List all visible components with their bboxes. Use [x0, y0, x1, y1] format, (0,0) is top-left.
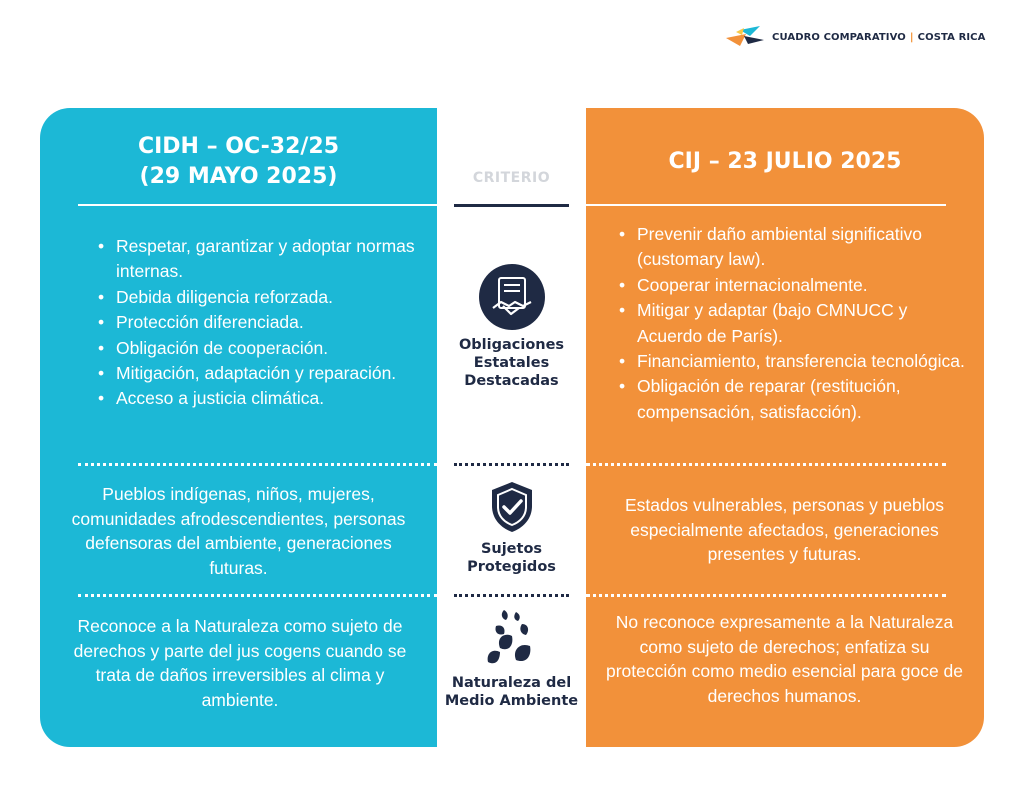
list-item: • Debida diligencia reforzada. — [96, 285, 426, 310]
leaves-icon — [482, 608, 542, 668]
list-item: • Cooperar internacionalmente. — [617, 273, 967, 298]
list-item: • Prevenir daño ambiental significativo (customary law). — [617, 222, 967, 273]
shield-check-icon — [488, 480, 536, 534]
brand-separator: | — [909, 31, 914, 43]
criterion-subjects — [437, 480, 586, 576]
criterio-header: CRITERIO — [472, 170, 551, 186]
cij-subjects-text: Estados vulnerables, personas y pueblos especialmente afectados, generaciones presentes y futuras. — [624, 495, 945, 564]
brand-text — [772, 32, 985, 43]
cij-obligations-list — [617, 222, 967, 425]
cidh-title-line1: CIDH – OC-32/25 — [137, 134, 340, 159]
list-item: • Financiamiento, transferencia tecnológica. — [617, 349, 967, 374]
brand-name: CUADRO COMPARATIVO — [772, 31, 906, 43]
cij-nature-text: No reconoce expresamente a la Naturaleza como sujeto de derechos; enfatiza su protección como medio esencial para goce de derechos humanos. — [606, 612, 964, 706]
list-item: • Respetar, garantizar y adoptar normas internas. — [96, 234, 426, 285]
list-item: • Mitigación, adaptación y reparación. — [96, 361, 426, 386]
brand-logo — [726, 26, 985, 48]
handshake-document-icon — [479, 264, 545, 330]
list-item: • Obligación de cooperación. — [96, 336, 426, 361]
cidh-obligations-list — [96, 234, 426, 412]
cidh-header-divider — [78, 204, 437, 206]
row-divider — [78, 463, 437, 466]
bird-logo-icon — [726, 26, 764, 48]
cidh-title — [40, 132, 437, 192]
row-divider — [454, 463, 569, 466]
list-item: • Protección diferenciada. — [96, 310, 426, 335]
row-divider — [78, 594, 437, 597]
criterion-obligations — [437, 264, 586, 390]
criterion-nature — [437, 608, 586, 710]
cij-header-divider — [586, 204, 946, 206]
row-divider — [586, 463, 946, 466]
criterion-label: Naturaleza del Medio Ambiente — [444, 675, 579, 709]
cidh-title-line2: (29 MAYO 2025) — [139, 164, 338, 189]
row-divider — [586, 594, 946, 597]
list-item: • Acceso a justicia climática. — [96, 386, 426, 411]
brand-country: COSTA RICA — [917, 31, 986, 43]
cidh-subjects-text: Pueblos indígenas, niños, mujeres, comunidades afrodescendientes, personas defensoras del ambiente, generaciones futuras. — [71, 484, 406, 578]
row-divider — [454, 594, 569, 597]
list-item: • Mitigar y adaptar (bajo CMNUCC y Acuerdo de París). — [617, 298, 967, 349]
criterion-label: Obligaciones Estatales Destacadas — [458, 337, 565, 389]
criterion-label: Sujetos Protegidos — [467, 541, 556, 575]
list-item: • Obligación de reparar (restitución, compensación, satisfacción). — [617, 374, 967, 425]
cidh-nature-text: Reconoce a la Naturaleza como sujeto de derechos y parte del jus cogens cuando se trata de daños irreversibles al clima y ambiente. — [73, 616, 407, 710]
cij-title: CIJ – 23 JULIO 2025 — [668, 149, 902, 174]
criterio-header-divider — [454, 204, 569, 207]
